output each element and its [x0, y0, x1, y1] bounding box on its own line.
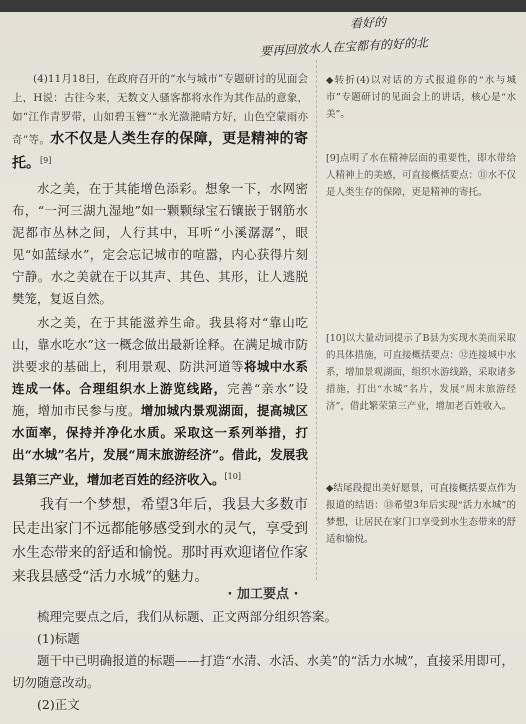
subheading-body: (2)正文 [37, 697, 80, 712]
side-note-3-text: [10]以大量动词提示了B县为实现水美而采取的具体措施，可直接概括要点：⑫连接城中水系，增加景观湖面，组织水游线路，采取诸多措施，打出“水城”名片，发展“周末旅游经济”，借此繁荣第三产业，增加老百姓收入。 [326, 333, 517, 412]
quote-footnote-ref: [9] [40, 156, 52, 165]
side-note-1-text: ◆转折(4)以对话的方式报道你的“水与城市”专题研讨的见面会上的讲话，核心是“水美”。 [326, 75, 516, 120]
side-note-4-text: ◆结尾段提出美好愿景，可直接概括要点作为报道的结语：⑬希望3年后实现“活力水城”的梦想，让居民在家门口享受到水生态带来的舒适和愉悦。 [326, 483, 517, 545]
subheading-title: (1)标题 [37, 631, 80, 646]
column-divider [316, 60, 318, 580]
side-note-4 [326, 480, 516, 548]
title-explanation: 题干中已明确报道的标题——打造“水清、水活、水美”的“活力水城”，直接采用即可，切勿随意改动。 [12, 653, 514, 690]
paragraph-beauty-color: 水之美，在于其能增色添彩。想象一下，水网密布，“一河三湖九湿地”如一颗颗绿宝石镶嵌于钢筋水泥都市丛林之间，人行其中，耳听“小溪潺潺”，眼见“如蓝绿水”，定会忘记城市的喧嚣，内心获得片刻宁静。水之美就在于以其声、其色、其形，让人逃脱樊笼，复返自然。 [12, 180, 308, 306]
side-note-3 [326, 330, 516, 415]
quote-paragraph [12, 70, 308, 176]
paragraph-dream: 我有一个梦想，希望3年后，我县大多数市民走出家门不远都能够感受到水的灵气，享受到水生态带来的舒适和愉悦。那时再欢迎诸位作家来我县感受“活力水城”的魅力。 [12, 496, 308, 585]
quote-bold-text: 水不仅是人类生存的保障，更是精神的寄托。 [12, 131, 309, 172]
processing-points [12, 606, 514, 716]
section-heading: · 加工要点 · [227, 587, 299, 602]
section-intro: 梳理完要点之后，我们从标题、正文两部分组织答案。 [37, 609, 338, 624]
quote-text: (4)11月18日，在政府召开的“水与城市”专题研讨的见面会上，H说：古往今来，无数文人骚客都将水作为其作品的意象，如“江作青罗带，山如碧玉簪”“水光潋滟晴方好，山色空蒙雨亦奇”等。 [12, 73, 308, 146]
paragraph-beauty-life [12, 312, 308, 491]
side-note-2-text: [9]点明了水在精神层面的重要性，即水带给人精神上的美感，可直接概括要点：⑪水不仅是人类生存的保障，更是精神的寄托。 [326, 153, 517, 198]
top-edge-bar [0, 0, 526, 12]
para2-bold2: 增加城内景观湖面，提高城区水面率，保持并净化水质。采取这一系列举措，打出“水城”名片，发展“周末旅游经济”。借此，发展我县第三产业，增加老百姓的经济收入。 [12, 402, 308, 487]
para2-text: 水之美，在于其能滋养生命。我县将对“靠山吃山，靠水吃水”这一概念做出最新诠释。在满足城市防洪要求的基础上，利用景观、防洪河道等 [12, 314, 308, 374]
handwritten-note-second: 要再回放水人在宝都有的好的北 [259, 35, 429, 59]
main-text-column [12, 70, 308, 591]
side-note-2 [326, 150, 516, 201]
handwritten-note-top: 看好的 [349, 15, 387, 31]
para2-bold1: 将城中水系连成一体。合理组织水上游览线路， [12, 358, 308, 396]
para2-footnote-ref: [10] [224, 471, 241, 481]
para2-text2: 完善“亲水”设施，增加市民参与度。 [12, 380, 308, 418]
side-note-1 [326, 72, 516, 123]
